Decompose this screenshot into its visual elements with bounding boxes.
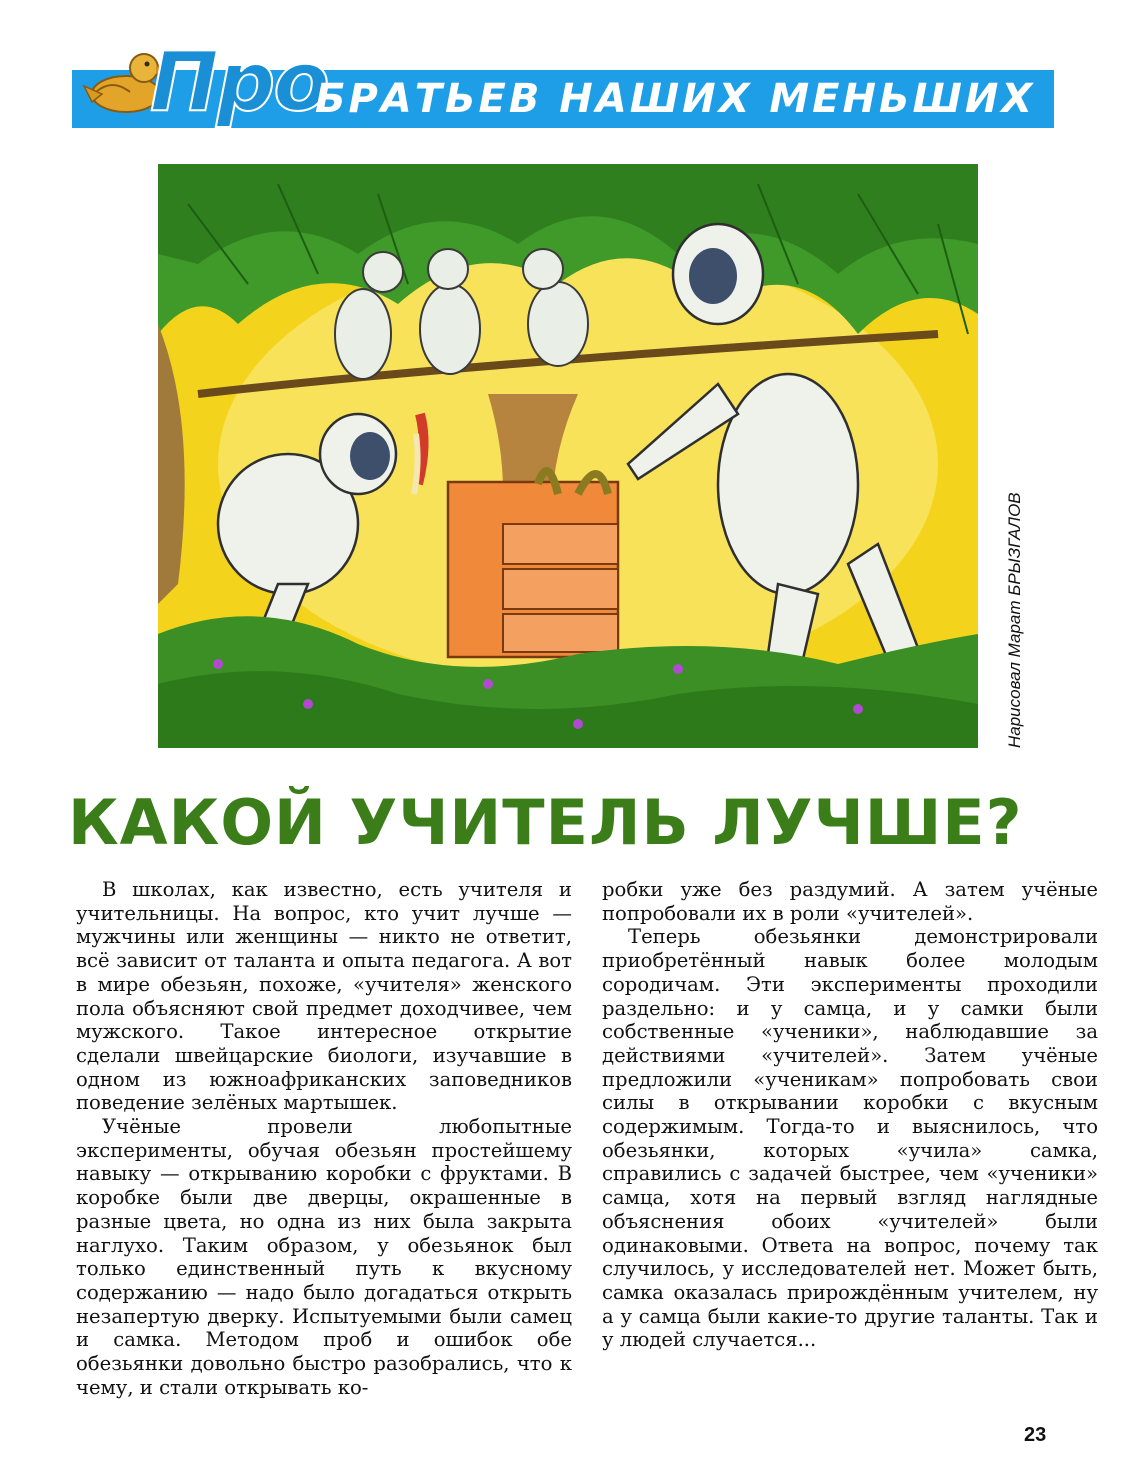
paragraph: В школах, как известно, есть учителя и учительницы. На вопрос, кто учит лучше — мужчины или женщины — никто не ответит, всё зависит от таланта и опыта педагога. А вот в мире обезьян, похоже, «учителя» женского пола объясняют свой предмет доходчивее, чем мужского. Такое интересное открытие сделали швейцарские биологи, изучавшие в одном из южноафриканских заповедников поведение зелёных мартышек. — [76, 878, 572, 1115]
illustration-credit: Нарисовал Марат БРЫЗГАЛОВ — [1005, 492, 1024, 748]
paragraph: Учёные провели любопытные эксперименты, обучая обезьян простейшему навыку — открыванию коробки с фруктами. В коробке были две дверцы, окрашенные в разные цвета, но одна из них была закрыта наглухо. Таким образом, у обезьянок был только единственный путь к вкусному содержанию — надо было догадаться открыть незапертую дверку. Испытуемыми были самец и самка. Методом проб и ошибок обе обезьянки довольно быстро разобрались, что к чему, и стали открывать ко- — [76, 1115, 572, 1399]
paragraph: Теперь обезьянки демонстрировали приобретённый навык более молодым сородичам. Эти эксперименты проходили раздельно: и у самца, и у самки были собственные «ученики», наблюдавшие за действиями «учителей». Затем учёные предложили «ученикам» попробовать свои силы в открывании коробки с вкусным содержимым. Тогда-то и выяснилось, что обезьянки, которых «учила» самка, справились с задачей быстрее, чем «ученики» самца, хотя на первый взгляд наглядные объяснения обоих «учителей» были одинаковыми. Ответа на вопрос, почему так случилось, у исследователей нет. Может быть, самка оказалась прирождённым учителем, ну а у самца были какие-то другие таланты. Так и у людей случается... — [602, 925, 1098, 1352]
monkeys-illustration — [158, 164, 978, 748]
article-column-left — [76, 878, 572, 1399]
paragraph: робки уже без раздумий. А затем учёные попробовали их в роли «учителей». — [602, 878, 1098, 925]
article-column-right — [602, 878, 1098, 1352]
article-title: КАКОЙ УЧИТЕЛЬ ЛУЧШЕ? — [68, 786, 1023, 859]
page-number: 23 — [1024, 1424, 1047, 1446]
section-title: БРАТЬЕВ НАШИХ МЕНЬШИХ — [315, 76, 1036, 122]
section-title-big: Про — [150, 35, 328, 130]
